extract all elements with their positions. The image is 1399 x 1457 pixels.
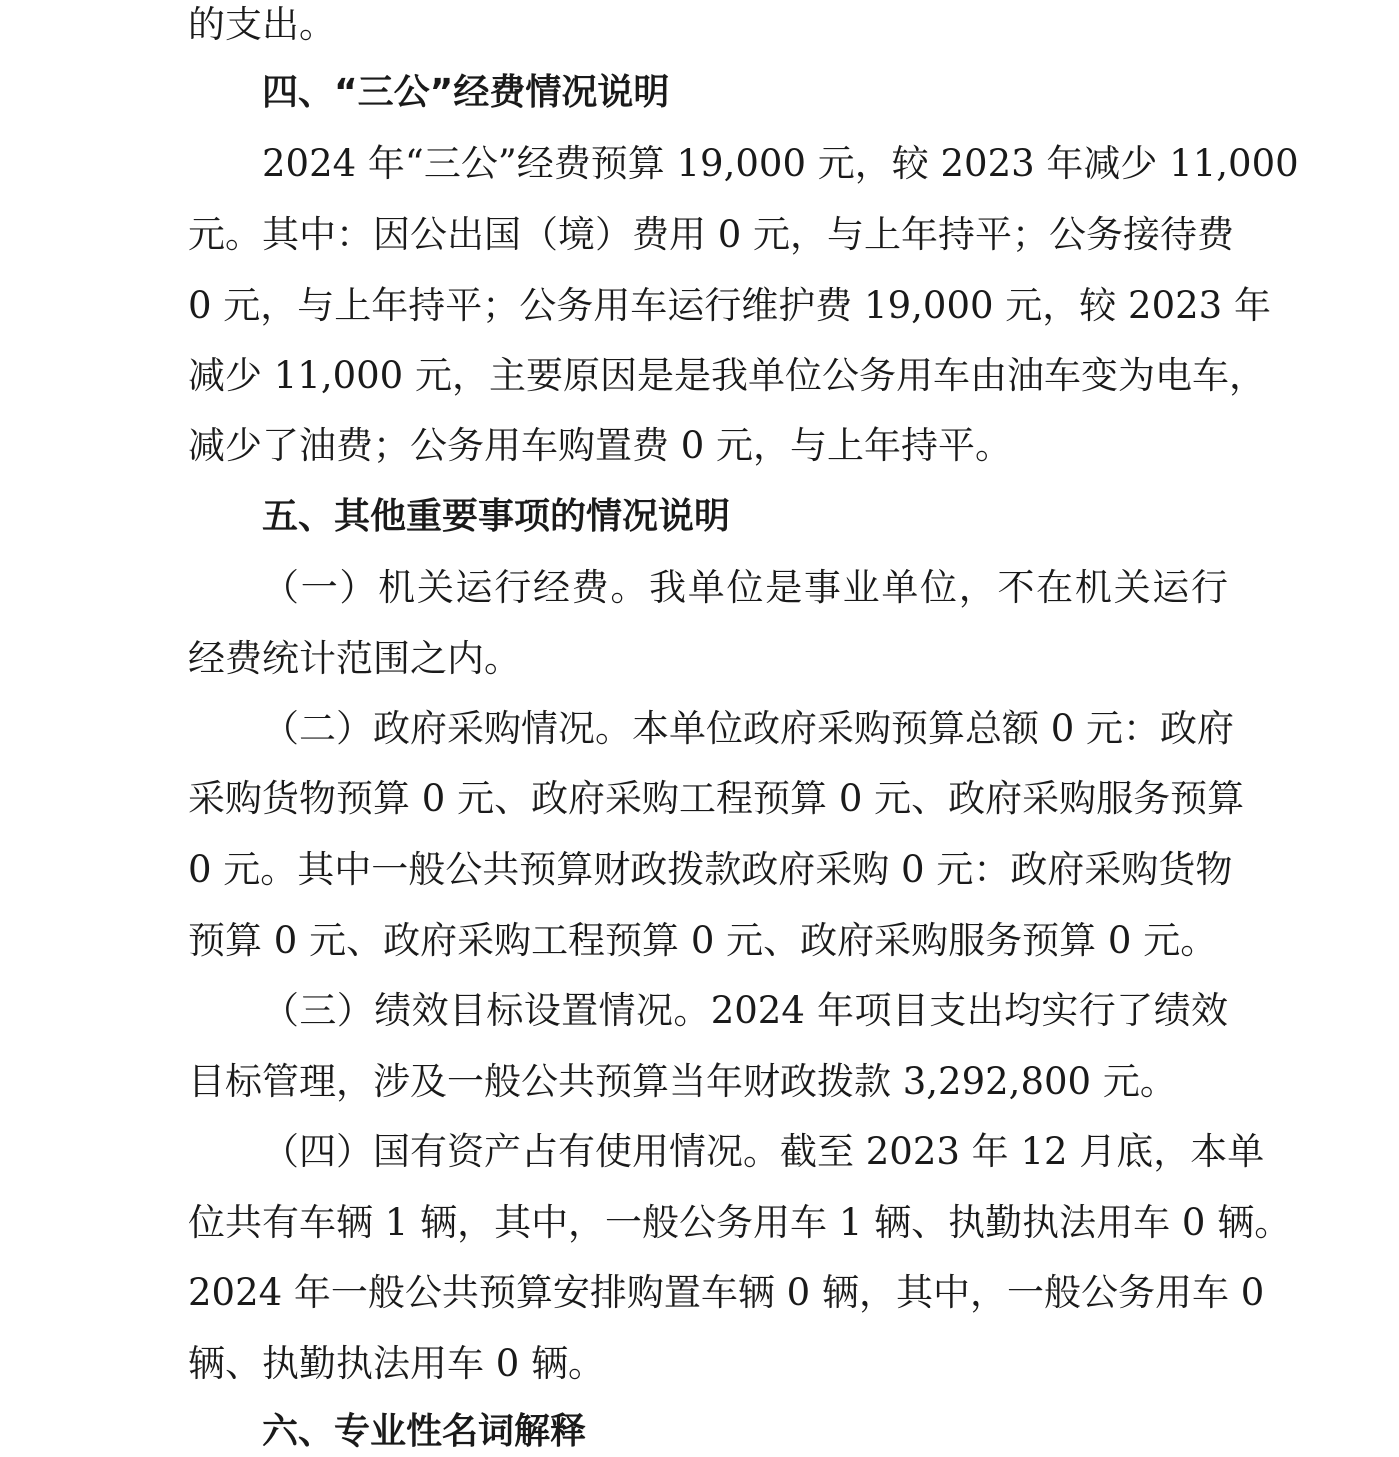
paragraph-line: （二）政府采购情况。本单位政府采购预算总额 0 元：政府 [262,707,1235,750]
paragraph-line: （一）机关运行经费。我单位是事业单位，不在机关运行 [262,566,1228,609]
paragraph-line: 2024 年“三公”经费预算 19,000 元，较 2023 年减少 11,000 [262,142,1299,185]
paragraph-line: （三）绩效目标设置情况。2024 年项目支出均实行了绩效 [262,989,1228,1032]
paragraph-line: 经费统计范围之内。 [188,637,521,680]
paragraph-line: 减少 11,000 元，主要原因是是我单位公务用车由油车变为电车， [188,354,1266,397]
section-heading-5: 五、其他重要事项的情况说明 [262,496,731,537]
paragraph-line: 的支出。 [188,3,336,46]
paragraph-line: （四）国有资产占有使用情况。截至 2023 年 12 月底，本单 [262,1130,1265,1173]
paragraph-line: 辆、执勤执法用车 0 辆。 [188,1342,606,1385]
section-heading-6: 六、专业性名词解释 [262,1411,587,1452]
paragraph-line: 位共有车辆 1 辆，其中，一般公务用车 1 辆、执勤执法用车 0 辆。 [188,1201,1292,1244]
paragraph-line: 元。其中：因公出国（境）费用 0 元，与上年持平；公务接待费 [188,213,1235,256]
paragraph-line: 0 元，与上年持平；公务用车运行维护费 19,000 元，较 2023 年 [188,284,1271,327]
paragraph-line: 2024 年一般公共预算安排购置车辆 0 辆，其中，一般公务用车 0 [188,1271,1265,1314]
paragraph-line: 采购货物预算 0 元、政府采购工程预算 0 元、政府采购服务预算 [188,777,1245,820]
paragraph-line: 0 元。其中一般公共预算财政拨款政府采购 0 元：政府采购货物 [188,848,1233,891]
paragraph-line: 减少了油费；公务用车购置费 0 元，与上年持平。 [188,424,1013,467]
paragraph-line: 预算 0 元、政府采购工程预算 0 元、政府采购服务预算 0 元。 [188,919,1218,962]
section-heading-4: 四、“三公”经费情况说明 [262,72,670,113]
paragraph-line: 目标管理，涉及一般公共预算当年财政拨款 3,292,800 元。 [188,1060,1177,1103]
